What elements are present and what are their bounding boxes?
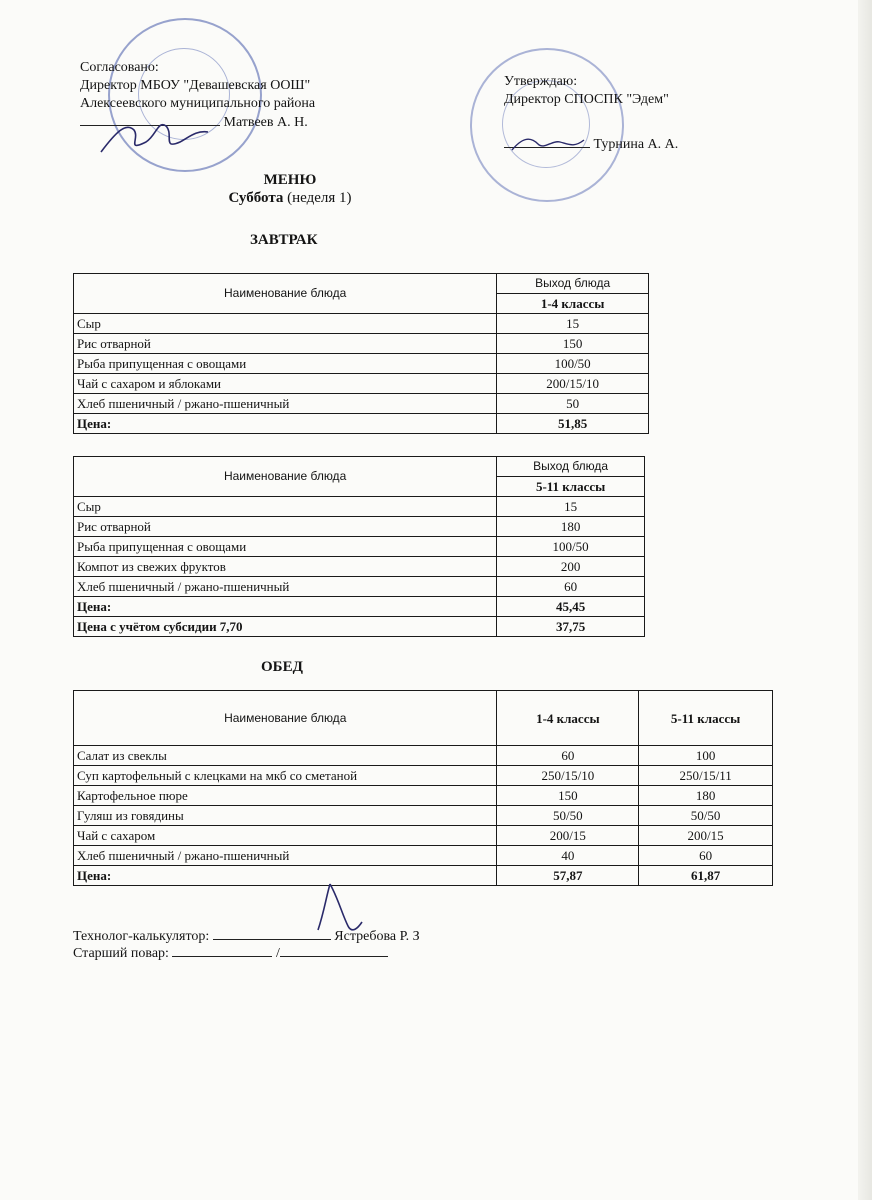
table-row xyxy=(74,746,773,766)
approval-left-name: Матвеев А. Н. xyxy=(223,115,308,130)
table-row xyxy=(74,766,773,786)
table-row xyxy=(74,394,649,414)
dish-output-1-4: 250/15/10 xyxy=(497,766,639,786)
table-row xyxy=(74,786,773,806)
table-row xyxy=(74,806,773,826)
technologist-label: Технолог-калькулятор: xyxy=(73,929,210,944)
cook-separator: / xyxy=(275,946,280,961)
table-body xyxy=(74,314,649,434)
table-header-row xyxy=(74,274,649,294)
dish-output: 200 xyxy=(497,557,645,577)
dish-output: 100/50 xyxy=(497,354,649,374)
dish-output-5-11: 180 xyxy=(639,786,773,806)
dish-output: 60 xyxy=(497,577,645,597)
dish-output: 180 xyxy=(497,517,645,537)
column-header-dish: Наименование блюда xyxy=(74,274,497,314)
column-header-grade: 1-4 классы xyxy=(497,294,649,314)
menu-title: МЕНЮ xyxy=(263,172,317,188)
price-label: Цена: xyxy=(74,597,497,617)
dish-name: Салат из свеклы xyxy=(74,746,497,766)
dish-output-1-4: 50/50 xyxy=(497,806,639,826)
menu-subtitle xyxy=(0,190,580,207)
table-body xyxy=(74,497,645,637)
price-row xyxy=(74,866,773,886)
column-header-grade: 5-11 классы xyxy=(497,477,645,497)
menu-week: (неделя 1) xyxy=(287,190,352,206)
column-header-output: Выход блюда xyxy=(497,274,649,294)
table-row xyxy=(74,314,649,334)
dish-output-1-4: 150 xyxy=(497,786,639,806)
dish-name: Чай с сахаром xyxy=(74,826,497,846)
dish-name: Рис отварной xyxy=(74,517,497,537)
dish-output: 15 xyxy=(497,497,645,517)
menu-day: Суббота xyxy=(228,190,284,206)
dish-name: Компот из свежих фруктов xyxy=(74,557,497,577)
table-row xyxy=(74,517,645,537)
price-label: Цена: xyxy=(74,414,497,434)
column-header-grade-5-11: 5-11 классы xyxy=(639,691,773,746)
dish-name: Хлеб пшеничный / ржано-пшеничный xyxy=(74,394,497,414)
table-body xyxy=(74,746,773,886)
table-row xyxy=(74,497,645,517)
technologist-name: Ястребова Р. З xyxy=(334,929,420,944)
subsidy-price-value: 37,75 xyxy=(497,617,645,637)
approval-left-district: Алексеевского муниципального района xyxy=(80,96,316,111)
price-value: 51,85 xyxy=(497,414,649,434)
dish-name: Хлеб пшеничный / ржано-пшеничный xyxy=(74,577,497,597)
signature-line xyxy=(172,944,272,957)
director-signature xyxy=(96,112,216,162)
approval-left-heading: Согласовано: xyxy=(80,60,159,75)
price-row xyxy=(74,597,645,617)
dish-output-5-11: 60 xyxy=(639,846,773,866)
dish-output: 100/50 xyxy=(497,537,645,557)
table-row xyxy=(74,354,649,374)
column-header-output: Выход блюда xyxy=(497,457,645,477)
signature-line xyxy=(213,927,331,940)
dish-name: Картофельное пюре xyxy=(74,786,497,806)
subsidy-price-label: Цена с учётом субсидии 7,70 xyxy=(74,617,497,637)
lunch-title: ОБЕД xyxy=(261,659,303,675)
dish-output-1-4: 40 xyxy=(497,846,639,866)
dish-output-1-4: 200/15 xyxy=(497,826,639,846)
lunch-table xyxy=(73,690,773,886)
breakfast-title: ЗАВТРАК xyxy=(250,232,318,248)
table-row xyxy=(74,846,773,866)
price-value-1-4: 57,87 xyxy=(497,866,639,886)
approval-right-position: Директор СПОСПК "Эдем" xyxy=(504,92,669,107)
dish-output: 15 xyxy=(497,314,649,334)
table-row xyxy=(74,334,649,354)
dish-output: 50 xyxy=(497,394,649,414)
price-label: Цена: xyxy=(74,866,497,886)
dish-name: Рис отварной xyxy=(74,334,497,354)
table-row xyxy=(74,374,649,394)
signature-line xyxy=(280,944,388,957)
price-value-5-11: 61,87 xyxy=(639,866,773,886)
approval-left-position: Директор МБОУ "Девашевская ООШ" xyxy=(80,78,311,93)
table-row xyxy=(74,826,773,846)
dish-output-1-4: 60 xyxy=(497,746,639,766)
column-header-dish: Наименование блюда xyxy=(74,691,497,746)
subsidy-price-row xyxy=(74,617,645,637)
dish-name: Сыр xyxy=(74,497,497,517)
dish-name: Рыба припущенная с овощами xyxy=(74,354,497,374)
cook-label: Старший повар: xyxy=(73,946,169,961)
table-header-row xyxy=(74,691,773,746)
breakfast-table-grades-5-11 xyxy=(73,456,645,637)
dish-name: Суп картофельный с клецками на мкб со сметаной xyxy=(74,766,497,786)
price-value: 45,45 xyxy=(497,597,645,617)
breakfast-table-grades-1-4 xyxy=(73,273,649,434)
table-header-row xyxy=(74,457,645,477)
dish-name: Чай с сахаром и яблоками xyxy=(74,374,497,394)
approval-right-name: Турнина А. А. xyxy=(593,137,679,152)
column-header-dish: Наименование блюда xyxy=(74,457,497,497)
dish-output-5-11: 50/50 xyxy=(639,806,773,826)
dish-output-5-11: 100 xyxy=(639,746,773,766)
approval-right-heading: Утверждаю: xyxy=(504,74,578,89)
dish-name: Сыр xyxy=(74,314,497,334)
dish-name: Хлеб пшеничный / ржано-пшеничный xyxy=(74,846,497,866)
dish-output-5-11: 200/15 xyxy=(639,826,773,846)
dish-output: 200/15/10 xyxy=(497,374,649,394)
dish-output: 150 xyxy=(497,334,649,354)
cook-row xyxy=(73,944,388,963)
approver-signature xyxy=(508,132,588,156)
table-row xyxy=(74,577,645,597)
page-edge xyxy=(858,0,872,1200)
column-header-grade-1-4: 1-4 классы xyxy=(497,691,639,746)
dish-name: Рыба припущенная с овощами xyxy=(74,537,497,557)
price-row xyxy=(74,414,649,434)
table-row xyxy=(74,557,645,577)
dish-name: Гуляш из говядины xyxy=(74,806,497,826)
dish-output-5-11: 250/15/11 xyxy=(639,766,773,786)
table-row xyxy=(74,537,645,557)
